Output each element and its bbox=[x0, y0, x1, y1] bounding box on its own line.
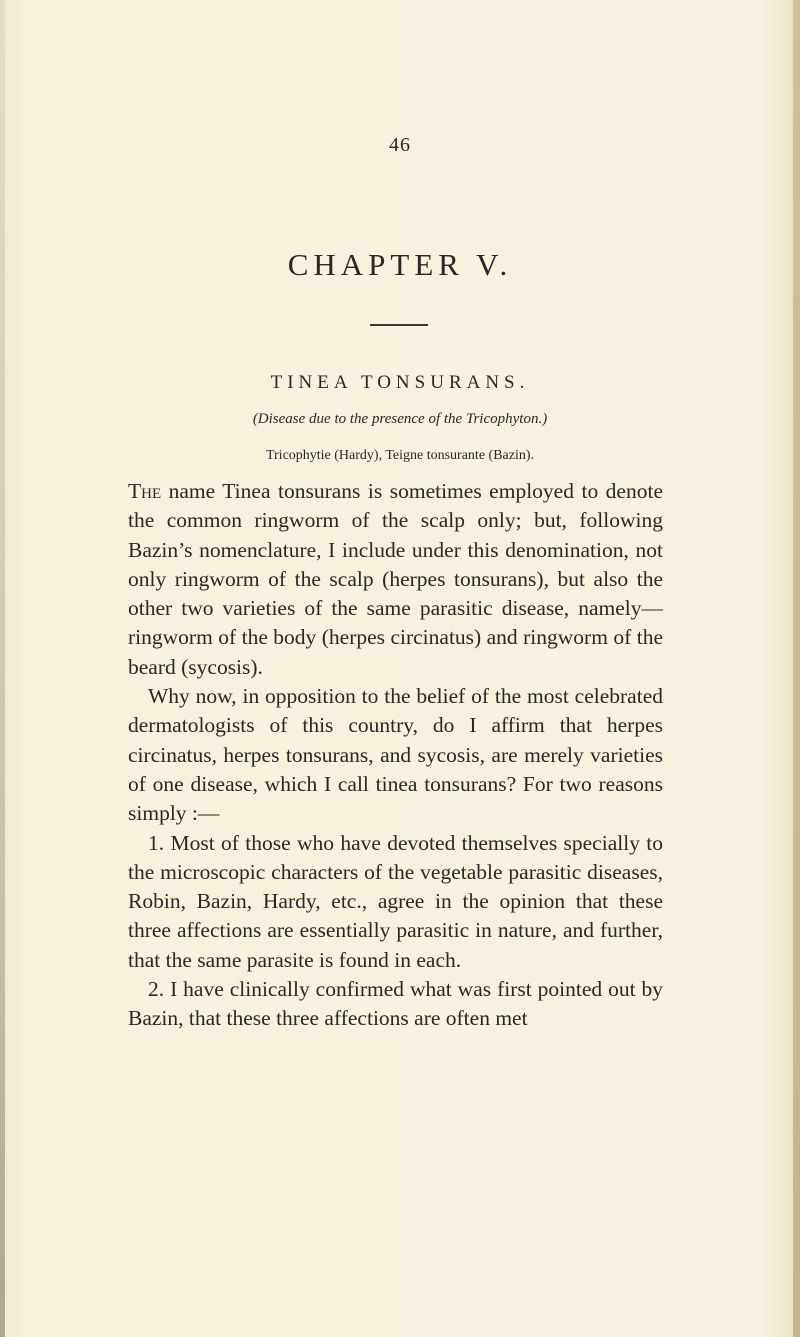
page-number: 46 bbox=[389, 134, 411, 156]
paragraph-text: Why now, in opposition to the belief of the most celebrated dermatologists of this country, do I affirm that herpes circinatus, herpes tonsurans, and sycosis, are merely varieties of one disease, which I call tinea tonsurans? For two reasons simply :— bbox=[128, 684, 663, 826]
paragraph-text: 2. I have clinically confirmed what was first pointed out by Bazin, that these three affections are often met bbox=[128, 977, 663, 1031]
page-left-edge bbox=[0, 0, 5, 1337]
page-right-edge bbox=[793, 0, 800, 1337]
paragraph bbox=[128, 829, 663, 975]
paragraph-lead-word: The bbox=[128, 479, 162, 503]
section-subtitle: (Disease due to the presence of the Tricophyton.) bbox=[252, 411, 548, 427]
body-text bbox=[128, 477, 663, 1034]
paragraph-text: 1. Most of those who have devoted themselves specially to the microscopic characters of the vegetable parasitic diseases, Robin, Bazin, Hardy, etc., agree in the opinion that these three affections are essentially parasitic in nature, and further, that the same parasite is found in each. bbox=[128, 830, 663, 972]
chapter-heading: CHAPTER V. bbox=[287, 247, 513, 282]
paragraph-text: name Tinea tonsurans is sometimes employed to denote the common ringworm of the scalp only; but, following Bazin’s nomenclature, I include under this denomination, not only ringworm of the scalp (herpes tonsurans), but also the other two varieties of the same parasitic disease, namely—ringworm of the body (herpes circinatus) and ringworm of the beard (sycosis). bbox=[128, 479, 663, 679]
paragraph bbox=[128, 477, 663, 682]
paragraph bbox=[128, 975, 663, 1034]
paragraph bbox=[128, 682, 663, 828]
synonyms-line: Tricophytie (Hardy), Teigne tonsurante (Bazin). bbox=[265, 448, 535, 463]
section-title: TINEA TONSURANS. bbox=[270, 372, 530, 393]
section-divider bbox=[370, 324, 428, 326]
